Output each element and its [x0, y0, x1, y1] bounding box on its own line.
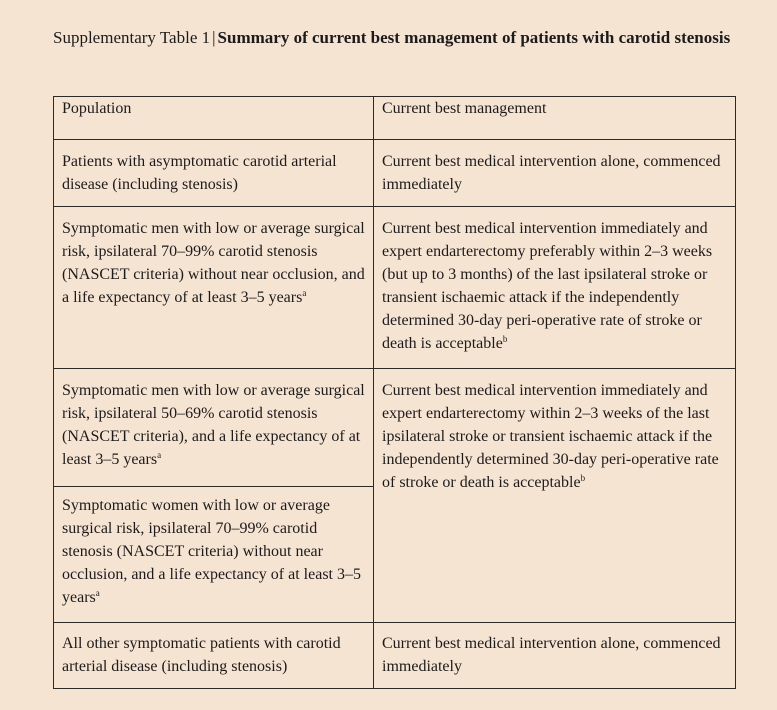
management-cell	[374, 207, 736, 369]
population-cell	[54, 207, 374, 369]
management-cell	[374, 623, 736, 689]
management-cell	[374, 369, 736, 623]
footnote-marker: b	[580, 473, 586, 483]
management-text: Current best medical intervention immediately and expert endarterectomy within 2–3 weeks of the last ipsilateral stroke or transient ischaemic attack if the independently determined 30-day peri-operative rate of stroke or death is acceptable	[382, 382, 719, 491]
management-cell	[374, 140, 736, 207]
population-text: Symptomatic men with low or average surgical risk, ipsilateral 50–69% carotid stenosis (NASCET criteria), and a life expectancy of at least 3–5 years	[62, 382, 365, 468]
management-text: Current best medical intervention alone, commenced immediately	[382, 635, 721, 675]
population-cell	[54, 487, 374, 623]
header-management: Current best management	[374, 97, 736, 140]
caption-prefix: Supplementary Table 1	[53, 28, 211, 47]
footnote-marker: a	[95, 588, 100, 598]
header-population: Population	[54, 97, 374, 140]
population-text: Symptomatic women with low or average surgical risk, ipsilateral 70–99% carotid stenosis (NASCET criteria) without near occlusion, and a life expectancy of at least 3–5 years	[62, 497, 361, 606]
footnote-marker: a	[157, 450, 162, 460]
management-table	[53, 96, 736, 689]
population-cell	[54, 369, 374, 487]
table-row	[54, 140, 736, 207]
table-row	[54, 623, 736, 689]
population-text: Symptomatic men with low or average surgical risk, ipsilateral 70–99% carotid stenosis (NASCET criteria) without near occlusion, and a life expectancy of at least 3–5 years	[62, 220, 365, 306]
table-header-row	[54, 97, 736, 140]
footnote-marker: b	[502, 334, 508, 344]
management-text: Current best medical intervention immediately and expert endarterectomy preferably within 2–3 weeks (but up to 3 months) of the last ipsilateral stroke or transient ischaemic attack if the independently determined 30-day peri-operative rate of stroke or death is acceptable	[382, 220, 713, 352]
population-text: All other symptomatic patients with carotid arterial disease (including stenosis)	[62, 635, 341, 675]
table-caption	[53, 26, 733, 50]
footnote-marker: a	[302, 288, 307, 298]
caption-separator: |	[212, 28, 216, 47]
population-cell	[54, 623, 374, 689]
population-text: Patients with asymptomatic carotid arterial disease (including stenosis)	[62, 153, 337, 193]
table-row	[54, 207, 736, 369]
table-row	[54, 369, 736, 487]
population-cell	[54, 140, 374, 207]
management-text: Current best medical intervention alone, commenced immediately	[382, 153, 721, 193]
caption-title: Summary of current best management of patients with carotid stenosis	[217, 28, 731, 47]
